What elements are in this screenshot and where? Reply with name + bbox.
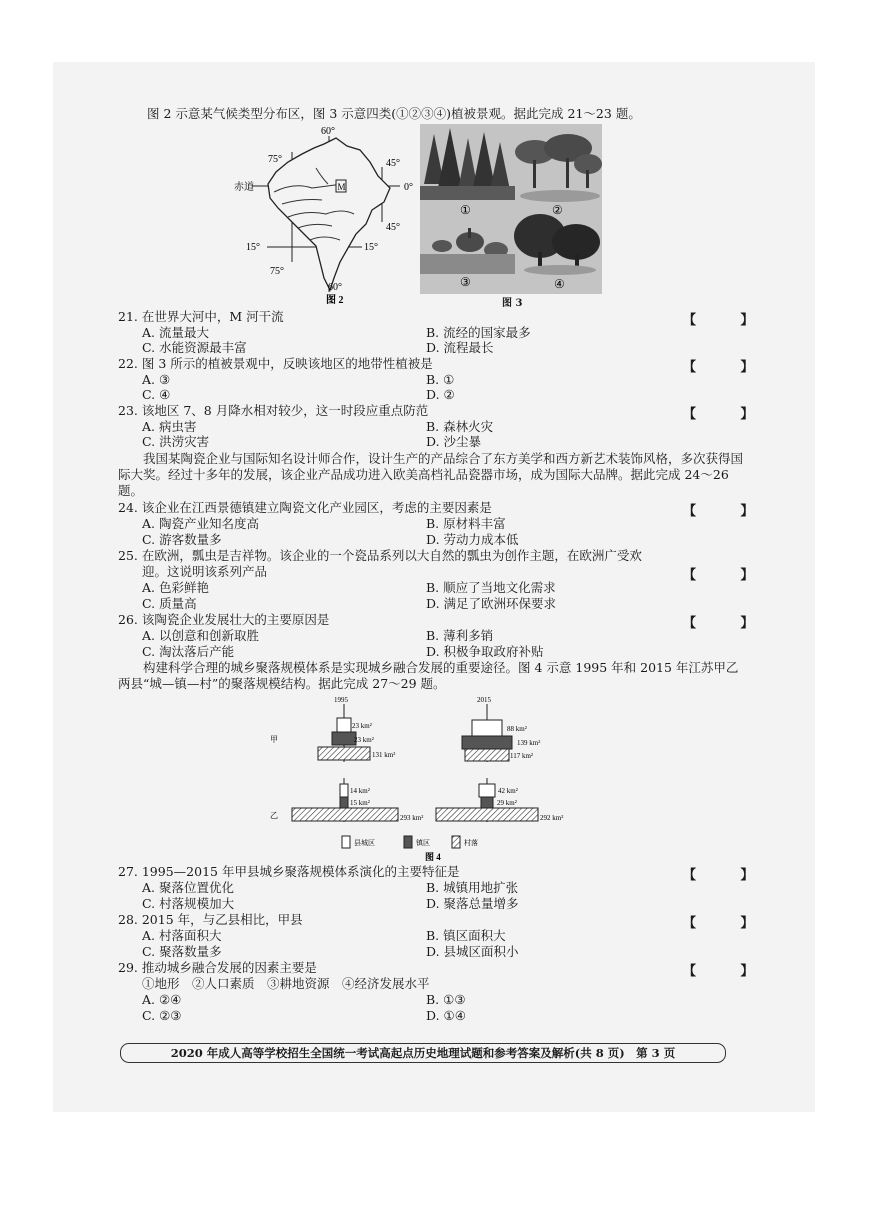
q23-option-b: B. 森林火灾 — [426, 419, 494, 434]
a2015-town-value: 139 km² — [517, 739, 541, 747]
lon-75-top-label: 75° — [268, 154, 282, 165]
q22-option-c: C. ④ — [142, 387, 171, 402]
q27-option-b: B. 城镇用地扩张 — [426, 880, 519, 895]
q29-option-a: A. ②④ — [142, 992, 182, 1007]
question-25-stem: 25. 在欧洲，瓢虫是吉祥物。该企业的一个瓷品系列以大自然的瓢虫为创作主题，在欧洲广受欢 — [118, 548, 642, 563]
b1995-town-value: 15 km² — [350, 799, 370, 807]
figure-4-caption: 图 4 — [425, 852, 441, 862]
answer-bracket-24: 【 】 — [683, 504, 774, 519]
equator-deg-label: 0° — [404, 182, 413, 193]
question-28-stem: 28. 2015 年，与乙县相比，甲县 — [118, 912, 303, 927]
year-1995-label: 1995 — [334, 696, 348, 704]
q21-option-d: D. 流程最长 — [426, 340, 494, 355]
b1995-town-bar — [340, 797, 348, 808]
legend-town-label: 镇区 — [416, 839, 430, 847]
q28-option-b: B. 镇区面积大 — [426, 928, 506, 943]
b1995-village-value: 293 km² — [400, 814, 424, 822]
q28-option-a: A. 村落面积大 — [142, 928, 222, 943]
legend-county-swatch — [342, 836, 350, 848]
q25-option-d: D. 满足了欧洲环保要求 — [426, 596, 557, 611]
q26-option-b: B. 薄利多销 — [426, 628, 494, 643]
figure-4-settlement-chart — [262, 694, 582, 864]
answer-bracket-22: 【 】 — [683, 360, 774, 375]
county-b-label: 乙 — [270, 811, 278, 820]
intro-24-26: 我国某陶瓷企业与国际知名设计师合作，设计生产的产品综合了东方美学和西方新艺术装饰风格，多次获得国际大奖。经过十多年的发展，该企业产品成功进入欧美高档礼品瓷器市场，成为国际大品牌。据此完成 24～26 题。 — [118, 451, 744, 498]
answer-bracket-23: 【 】 — [683, 407, 774, 422]
q22-option-b: B. ① — [426, 372, 455, 387]
b1995-county-value: 14 km² — [350, 787, 370, 795]
question-27-stem: 27. 1995—2015 年甲县城乡聚落规模体系演化的主要特征是 — [118, 864, 460, 879]
b1995-village-bar — [292, 808, 398, 821]
page-footer: 2020 年成人高等学校招生全国统一考试高起点历史地理试题和参考答案及解析(共 8 页) 第 3 页 — [120, 1043, 726, 1063]
answer-bracket-27: 【 】 — [683, 868, 774, 883]
question-22-stem: 22. 图 3 所示的植被景观中，反映该地区的地带性植被是 — [118, 356, 433, 371]
legend-village-label: 村落 — [464, 839, 478, 847]
q26-option-c: C. 淘汰落后产能 — [142, 644, 235, 659]
q21-option-a: A. 流量最大 — [142, 325, 209, 340]
veg-label-1: ① — [460, 203, 471, 217]
q29-option-b: B. ①③ — [426, 992, 466, 1007]
question-23-stem: 23. 该地区 7、8 月降水相对较少，这一时段应重点防范 — [118, 403, 429, 418]
q26-option-d: D. 积极争取政府补贴 — [426, 644, 544, 659]
q23-option-c: C. 洪涝灾害 — [142, 434, 210, 449]
b2015-county-value: 42 km² — [498, 787, 518, 795]
a2015-village-bar — [465, 749, 509, 761]
a1995-village-bar — [318, 747, 370, 760]
lon-45-top-label: 45° — [386, 158, 400, 169]
lat-60-top-label: 60° — [321, 126, 335, 137]
legend-county-label: 县城区 — [354, 839, 375, 847]
q21-option-c: C. 水能资源最丰富 — [142, 340, 247, 355]
legend-village-swatch — [452, 836, 460, 848]
figure-2-caption: 图 2 — [326, 295, 344, 304]
year-2015-label: 2015 — [477, 696, 491, 704]
a1995-town-bar — [332, 732, 356, 745]
lat-60-bottom-label: 60° — [328, 282, 342, 293]
q28-option-d: D. 县城区面积小 — [426, 944, 519, 959]
q25-option-a: A. 色彩鲜艳 — [142, 580, 209, 595]
question-21-stem: 21. 在世界大河中，M 河干流 — [118, 309, 284, 324]
q24-option-a: A. 陶瓷产业知名度高 — [142, 516, 259, 531]
q24-option-d: D. 劳动力成本低 — [426, 532, 519, 547]
q27-option-a: A. 聚落位置优化 — [142, 880, 234, 895]
figure-3-photo — [420, 124, 602, 294]
b2015-village-bar — [436, 808, 538, 821]
a1995-village-value: 131 km² — [372, 751, 396, 759]
q21-option-b: B. 流经的国家最多 — [426, 325, 531, 340]
q22-option-a: A. ③ — [142, 372, 171, 387]
b2015-village-value: 292 km² — [540, 814, 564, 822]
lat-15-right-label: 15° — [364, 242, 378, 253]
lat-15-left-label: 15° — [246, 242, 260, 253]
figure-2-map — [232, 122, 424, 304]
answer-bracket-28: 【 】 — [683, 916, 774, 931]
intro-21-23: 图 2 示意某气候类型分布区，图 3 示意四类(①②③④)植被景观。据此完成 21～23 题。 — [147, 106, 641, 121]
a1995-county-bar — [337, 718, 351, 732]
answer-bracket-29: 【 】 — [683, 964, 774, 979]
figure-3-caption: 图 3 — [502, 298, 523, 309]
answer-bracket-26: 【 】 — [683, 616, 774, 631]
answer-bracket-25: 【 】 — [683, 568, 774, 583]
answer-bracket-21: 【 】 — [683, 313, 774, 328]
b2015-town-bar — [481, 797, 493, 808]
q22-option-d: D. ② — [426, 387, 455, 402]
veg-label-3: ③ — [460, 275, 471, 289]
q28-option-c: C. 聚落数量多 — [142, 944, 222, 959]
q27-option-d: D. 聚落总量增多 — [426, 896, 519, 911]
county-a-label: 甲 — [270, 735, 278, 744]
question-29-stem: 29. 推动城乡融合发展的因素主要是 — [118, 960, 317, 975]
q24-option-b: B. 原材料丰富 — [426, 516, 506, 531]
question-26-stem: 26. 该陶瓷企业发展壮大的主要原因是 — [118, 612, 330, 627]
q29-option-c: C. ②③ — [142, 1008, 182, 1023]
a1995-county-value: 23 km² — [352, 722, 372, 730]
q29-option-d: D. ①④ — [426, 1008, 466, 1023]
q27-option-c: C. 村落规模加大 — [142, 896, 235, 911]
equator-label: 赤道 — [234, 182, 254, 193]
q29-factors-line: ①地形 ②人口素质 ③耕地资源 ④经济发展水平 — [142, 976, 430, 991]
b2015-county-bar — [479, 784, 495, 797]
veg-label-2: ② — [552, 203, 563, 217]
a1995-town-value: 23 km² — [354, 736, 374, 744]
b2015-town-value: 29 km² — [497, 799, 517, 807]
lon-75-bottom-label: 75° — [270, 266, 284, 277]
intro-27-29: 构建科学合理的城乡聚落规模体系是实现城乡融合发展的重要途径。图 4 示意 1995 年和 2015 年江苏甲乙两县“城—镇—村”的聚落规模结构。据此完成 27～29 题。 — [118, 660, 739, 691]
question-25-stem-cont: 迎。这说明该系列产品 — [142, 564, 268, 579]
q25-option-b: B. 顺应了当地文化需求 — [426, 580, 556, 595]
q26-option-a: A. 以创意和创新取胜 — [142, 628, 259, 643]
q23-option-d: D. 沙尘暴 — [426, 434, 482, 449]
q23-option-a: A. 病虫害 — [142, 419, 197, 434]
m-river-label: M — [337, 182, 346, 192]
q25-option-c: C. 质量高 — [142, 596, 197, 611]
b1995-county-bar — [340, 784, 348, 797]
question-24-stem: 24. 该企业在江西景德镇建立陶瓷文化产业园区，考虑的主要因素是 — [118, 500, 492, 515]
veg-label-4: ④ — [554, 277, 565, 291]
lon-45-right-label: 45° — [386, 222, 400, 233]
a2015-village-value: 117 km² — [510, 752, 534, 760]
a2015-county-value: 88 km² — [507, 725, 527, 733]
a2015-town-bar — [462, 736, 512, 749]
a2015-county-bar — [472, 720, 502, 736]
legend-town-swatch — [404, 836, 412, 848]
q24-option-c: C. 游客数量多 — [142, 532, 222, 547]
